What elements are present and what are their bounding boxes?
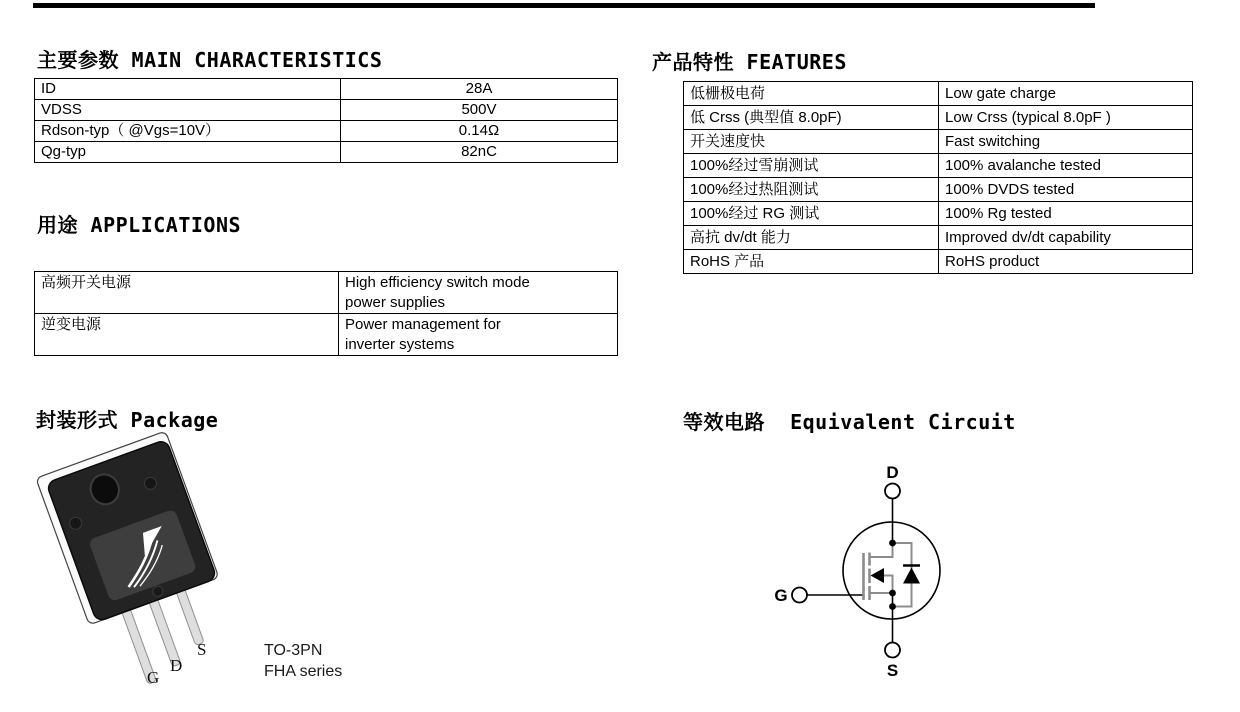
terminal-source-node (885, 643, 900, 658)
table-row (684, 250, 1193, 274)
feature-en: Low gate charge (939, 82, 1193, 106)
body-diode (903, 566, 920, 584)
pin-label-gate: G (147, 668, 160, 687)
table-row (684, 106, 1193, 130)
application-en-line: High efficiency switch mode (345, 274, 530, 291)
application-en (339, 272, 618, 314)
table-row (684, 154, 1193, 178)
package-name: TO-3PN (264, 642, 323, 659)
table-row (35, 272, 618, 314)
feature-en: Fast switching (939, 130, 1193, 154)
param-name: ID (35, 79, 341, 100)
heading-applications: 用途 APPLICATIONS (37, 213, 242, 237)
feature-en: RoHS product (939, 250, 1193, 274)
main-characteristics-table (34, 78, 618, 163)
package-series: FHA series (264, 663, 343, 680)
terminal-label-source: S (886, 661, 899, 680)
junction-dot (889, 590, 896, 597)
heading-main-characteristics: 主要参数 MAIN CHARACTERISTICS (37, 48, 383, 72)
feature-en: 100% DVDS tested (939, 178, 1193, 202)
feature-en: Improved dv/dt capability (939, 226, 1193, 250)
feature-zh: 低栅极电荷 (684, 82, 939, 106)
pin-label-source: S (197, 640, 207, 659)
application-zh: 逆变电源 (35, 314, 339, 356)
application-en-line: Power management for (345, 316, 501, 333)
junction-dot (889, 603, 896, 610)
features-table (683, 81, 1193, 274)
feature-en: 100% avalanche tested (939, 154, 1193, 178)
channel-arrow (871, 568, 885, 583)
terminal-drain-node (885, 484, 900, 499)
param-name: VDSS (35, 100, 341, 121)
mosfet-symbol (864, 543, 912, 607)
terminal-gate-node (792, 588, 807, 603)
table-row (35, 314, 618, 356)
param-value: 28A (341, 79, 618, 100)
page-top-rule (33, 3, 1095, 8)
application-en-line: inverter systems (345, 336, 455, 353)
table-row (35, 121, 618, 142)
heading-equivalent-circuit: 等效电路 Equivalent Circuit (683, 410, 1016, 434)
package-illustration (28, 428, 248, 712)
param-value: 82nC (341, 142, 618, 163)
heading-package: 封装形式 Package (36, 408, 219, 432)
param-value: 500V (341, 100, 618, 121)
applications-table (34, 271, 618, 356)
heading-features: 产品特性 FEATURES (652, 50, 847, 74)
table-row (684, 226, 1193, 250)
param-name: Rdson-typ（ @Vgs=10V） (35, 121, 341, 142)
feature-zh: 100%经过热阻测试 (684, 178, 939, 202)
feature-zh: 高抗 dv/dt 能力 (684, 226, 939, 250)
terminal-label-gate: G (774, 586, 788, 605)
param-name: Qg-typ (35, 142, 341, 163)
table-row (35, 79, 618, 100)
feature-zh: 开关速度快 (684, 130, 939, 154)
feature-zh: RoHS 产品 (684, 250, 939, 274)
table-row (684, 178, 1193, 202)
param-value: 0.14Ω (341, 121, 618, 142)
application-en (339, 314, 618, 356)
table-row (684, 82, 1193, 106)
feature-en: Low Crss (typical 8.0pF ) (939, 106, 1193, 130)
table-row (684, 130, 1193, 154)
terminal-label-drain: D (886, 463, 899, 482)
feature-en: 100% Rg tested (939, 202, 1193, 226)
junction-dot (889, 540, 896, 547)
equivalent-circuit-diagram (750, 445, 990, 695)
application-zh: 高频开关电源 (35, 272, 339, 314)
table-row (35, 142, 618, 163)
package-lead-source (175, 586, 204, 645)
feature-zh: 100%经过 RG 测试 (684, 202, 939, 226)
feature-zh: 100%经过雪崩测试 (684, 154, 939, 178)
table-row (684, 202, 1193, 226)
feature-zh: 低 Crss (典型值 8.0pF) (684, 106, 939, 130)
table-row (35, 100, 618, 121)
pin-label-drain: D (170, 656, 183, 675)
application-en-line: power supplies (345, 294, 446, 311)
